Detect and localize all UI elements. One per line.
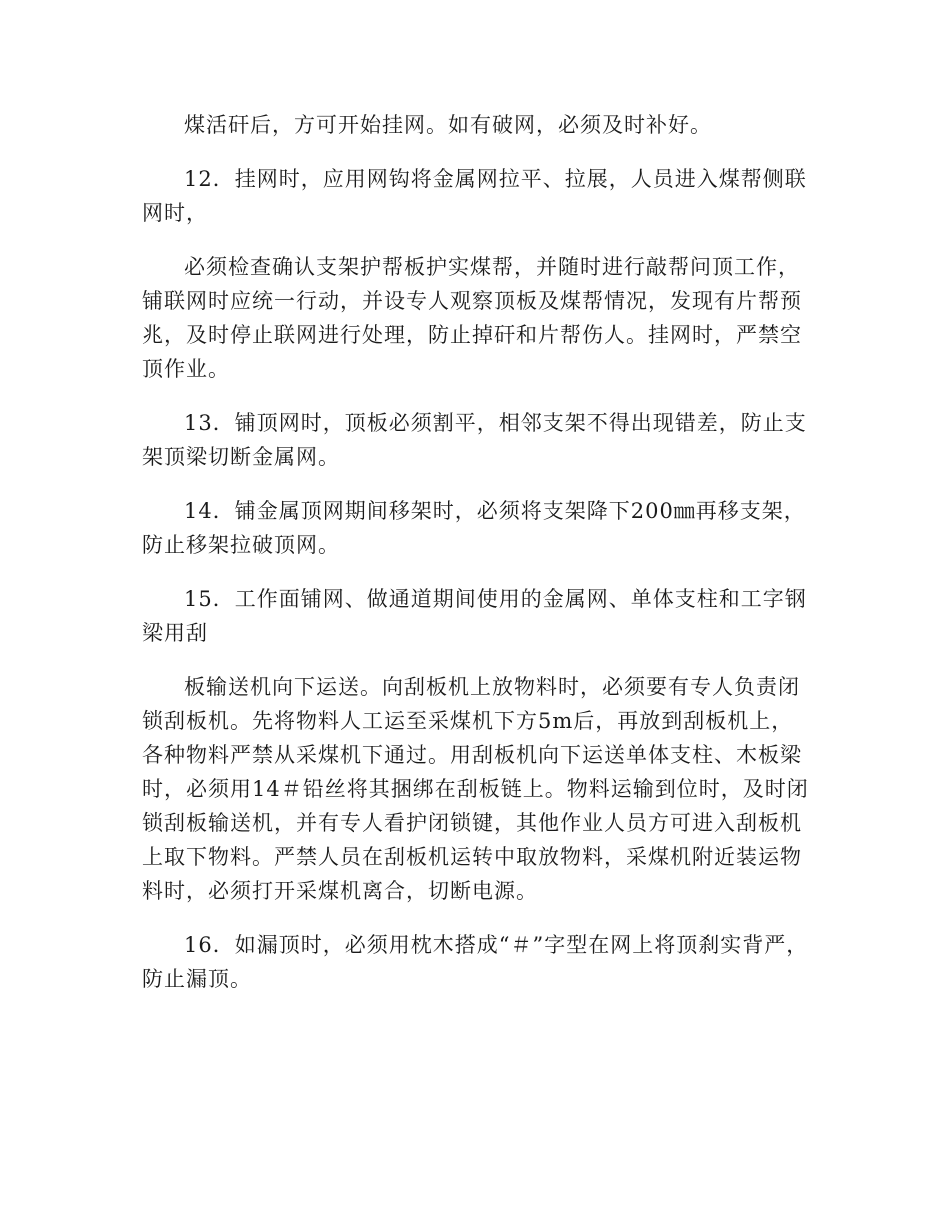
paragraph-8: 16．如漏顶时，必须用枕木搭成“＃”字型在网上将顶刹实背严，防止漏顶。 [142,933,809,991]
paragraph-7: 板输送机向下运送。向刮板机上放物料时，必须要有专人负责闭锁刮板机。先将物料人工运至采煤机下方5m后，再放到刮板机上，各种物料严禁从采煤机下通过。用刮板机向下运送单体支柱、木板梁时，必须用14＃铅丝将其捆绑在刮板链上。物料运输到位时，及时闭锁刮板输送机，并有专人看护闭锁键，其他作业人员方可进入刮板机上取下物料。严禁人员在刮板机运转中取放物料，采煤机附近装运物料时，必须打开采煤机离合，切断电源。 [142,675,809,903]
paragraph-6: 15．工作面铺网、做通道期间使用的金属网、单体支柱和工字钢梁用刮 [142,587,807,645]
paragraph-4: 13．铺顶网时，顶板必须割平，相邻支架不得出现错差，防止支架顶梁切断金属网。 [142,411,807,469]
paragraph-3: 必须检查确认支架护帮板护实煤帮，并随时进行敲帮问顶工作，铺联网时应统一行动，并设专人观察顶板及煤帮情况，发现有片帮预兆，及时停止联网进行处理，防止掉矸和片帮伤人。挂网时，严禁空顶作业。 [142,255,802,381]
paragraph-2: 12．挂网时，应用网钩将金属网拉平、拉展，人员进入煤帮侧联网时， [142,167,807,225]
document-body [142,108,812,1016]
paragraph-5: 14．铺金属顶网期间移架时，必须将支架降下200㎜再移支架，防止移架拉破顶网。 [142,499,806,557]
paragraph-1: 煤活矸后，方可开始挂网。如有破网，必须及时补好。 [184,113,712,137]
